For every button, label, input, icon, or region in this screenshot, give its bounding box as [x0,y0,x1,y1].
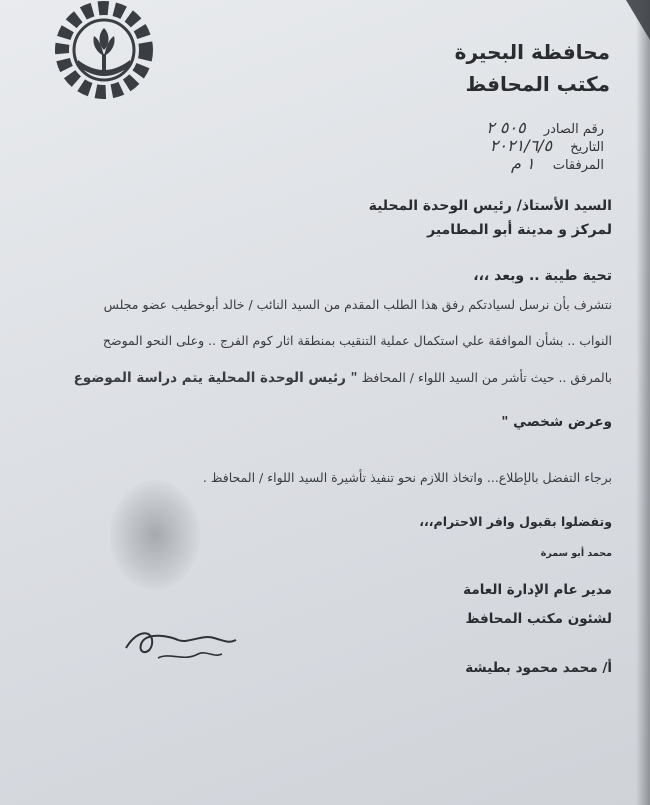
body-line-3-bold: " رئيس الوحدة المحلية يتم دراسة الموضوع [73,370,358,386]
typist-initials: محمد أبو سمرة [540,548,612,559]
signatory-title-2: لشئون مكتب المحافظ [465,611,612,627]
governorate-emblem-icon [48,0,160,108]
outgoing-value: ٥٠٥ ٢ [486,118,526,137]
body-line-5: برجاء التفضل بالإطلاع... واتخاذ اللازم نحو تنفيذ تأشيرة السيد اللواء / المحافظ . [202,470,612,485]
signatory-name: أ/ محمد محمود بطيشة [465,660,612,676]
recipient-line-2: لمركز و مدينة أبو المطامير [427,222,612,238]
attachments-label: المرفقات [552,158,604,173]
handwritten-signature [118,618,248,668]
recipient-line-1: السيد الأستاذ/ رئيس الوحدة المحلية [368,198,612,214]
body-line-4: وعرض شخصي " [501,414,612,430]
body-line-1: نتشرف بأن نرسل لسيادتكم رفق هذا الطلب المقدم من السيد النائب / خالد أبوخطيب عضو مجلس [103,297,612,312]
ink-smudge [110,480,200,590]
office-title: مكتب المحافظ [465,72,610,96]
date-field [490,136,604,155]
date-value: ٢٠٢١/٦/٥ [489,136,553,155]
attachments-value: ١ م [511,154,535,173]
body-line-2: النواب .. بشأن الموافقة علي استكمال عملية التنقيب بمنطقة اثار كوم الفرج .. وعلى النحو الموضح [102,333,612,348]
date-label: التاريخ [570,140,604,155]
attachments-field [511,154,604,173]
body-line-3-normal: بالمرفق .. حيث تأشر من السيد اللواء / المحافظ [357,370,612,385]
body-line-3 [74,370,612,386]
governorate-title: محافظة البحيرة [454,40,610,64]
greeting: تحية طيبة .. وبعد ،،، [473,268,612,284]
paper-shadow-edge [636,0,650,805]
signatory-title-1: مدير عام الإدارة العامة [463,582,612,598]
outgoing-label: رقم الصادر [543,122,604,137]
closing-line: وتفضلوا بقبول وافر الاحترام،،، [419,514,612,529]
outgoing-number [486,118,604,137]
